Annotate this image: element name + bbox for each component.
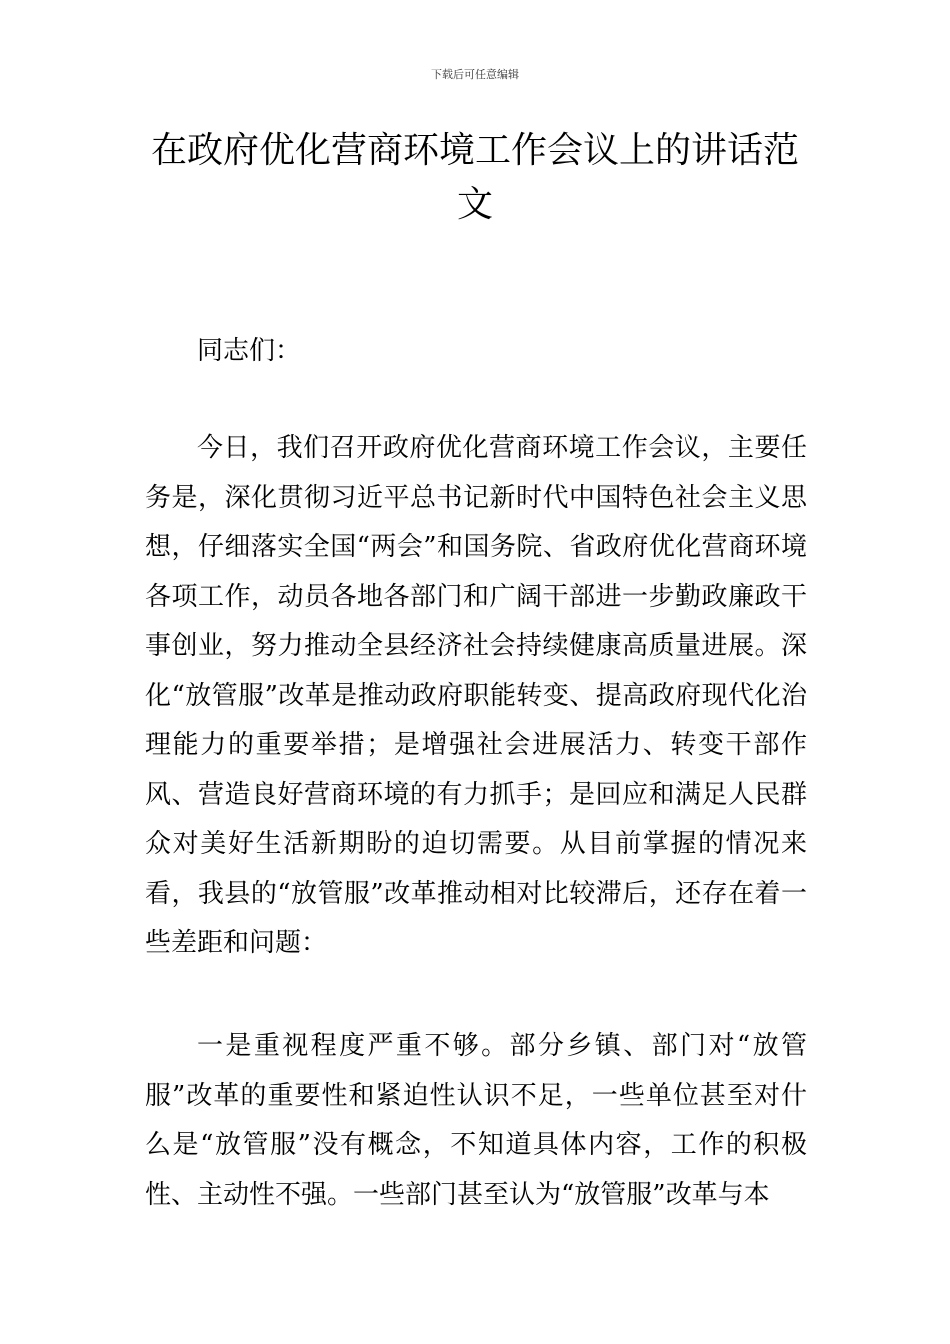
body-paragraph-1: 今日，我们召开政府优化营商环境工作会议，主要任务是，深化贯彻习近平总书记新时代中国特色社会主义思想，仔细落实全国“两会”和国务院、省政府优化营商环境各项工作，动员各地各部门和广阔干部进一步勤政廉政干事创业，努力推动全县经济社会持续健康高质量进展。深化“放管服”改革是推动政府职能转变、提高政府现代化治理能力的重要举措；是增强社会进展活力、转变干部作风、营造良好营商环境的有力抓手；是回应和满足人民群众对美好生活新期盼的迫切需要。从目前掌握的情况来看，我县的“放管服”改革推动相对比较滞后，还存在着一些差距和问题： — [145, 433, 807, 958]
document-title: 在政府优化营商环境工作会议上的讲话范文 — [150, 130, 799, 225]
salutation: 同志们： — [197, 336, 302, 366]
page-header-note: 下载后可任意编辑 — [431, 68, 519, 81]
body-paragraph-2: 一是重视程度严重不够。部分乡镇、部门对“放管服”改革的重要性和紧迫性认识不足，一些单位甚至对什么是“放管服”没有概念，不知道具体内容，工作的积极性、主动性不强。一些部门甚至认为“放管服”改革与本 — [145, 1031, 807, 1210]
